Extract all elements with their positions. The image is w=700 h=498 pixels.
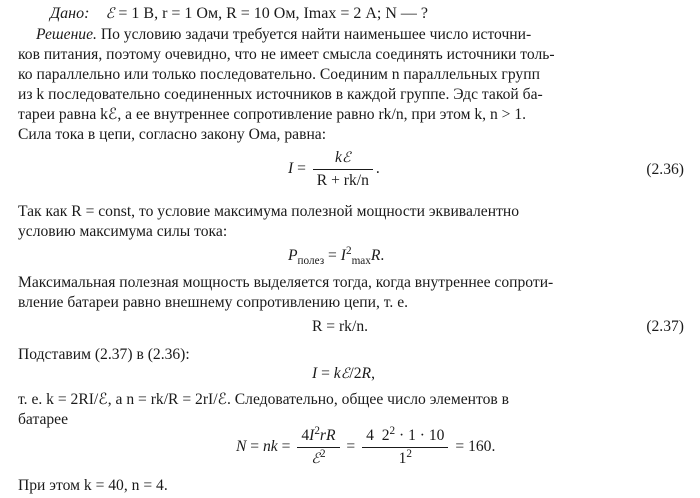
text-line-5: тареи равна kℰ, а ее внутреннее сопротивление равно rk/n, при этом k, n > 1.	[18, 106, 527, 123]
text-line-7: Так как R = const, то условие максимума полезной мощности эквивалентно	[18, 203, 520, 220]
text-line-9: Максимальная полезная мощность выделяется тогда, когда внутреннее сопроти-	[18, 274, 554, 291]
equation-2-37: R = rk/n.	[312, 318, 369, 335]
eqN-frac1-denominator: ℰ$^2$	[311, 447, 326, 467]
given-values: = 1 В, r = 1 Ом, R = 10 Ом, Imax = 2 А; N — ?	[118, 5, 429, 22]
given-line	[50, 4, 684, 24]
emf-symbol: ℰ	[105, 5, 115, 22]
text-line-4: из k последовательно соединенных источников в каждой группе. Эдс такой ба-	[18, 86, 543, 103]
text-line-12: т. е. k = 2RI/ℰ, а n = rk/R = 2rI/ℰ. Следовательно, общее число элементов в	[18, 391, 509, 408]
eqN-frac2-denominator: $1^2$	[398, 447, 412, 467]
text-line-14: При этом k = 40, n = 4.	[18, 477, 168, 494]
solution-label: Решение.	[36, 26, 97, 43]
text-line-11: Подставим (2.37) в (2.36):	[18, 346, 190, 363]
text-line-10: вление батареи равно внешнему сопротивлению цепи, т. е.	[18, 294, 409, 311]
equation-total: N = nk = $\frac{4I^2rR}{ℰ^2}$ = $\frac{4 2^2 \cdot 1 \cdot 10}{1^2}$ = 160.	[236, 424, 496, 467]
equation-2-36: I = $\frac{\text{kℰ}}{R + rk/n}$ .	[288, 149, 380, 189]
text-line-2: ков питания, поэтому очевидно, что не имеет смысла соединять источники толь-	[18, 46, 555, 63]
eqN-result: 160	[468, 438, 492, 456]
eqN-frac2-numerator: 4 $2^2 \cdot 1 \cdot 10$	[362, 427, 448, 448]
text-line-6: Сила тока в цепи, согласно закону Ома, равна:	[18, 126, 327, 143]
eq-number-2-37: (2.37)	[646, 318, 684, 335]
equation-power: $P_{полез} = I^2_{max}R$.	[288, 244, 385, 268]
given-label: Дано:	[50, 5, 90, 22]
equation-current: I = kℰ/2R,	[312, 365, 375, 382]
text-line-1: Решение. По условию задачи требуется найти наименьшее число источни-	[36, 26, 532, 43]
text-line-8: условию максимума силы тока:	[18, 223, 228, 240]
text-line-3: ко параллельно или только последовательно. Соединим n параллельных групп	[18, 66, 540, 83]
eq-number-2-36: (2.36)	[646, 161, 684, 178]
eqN-frac1-numerator: $4I^2rR$	[297, 427, 339, 448]
eq236-denominator: R + rk/n	[316, 172, 369, 189]
eq236-numerator: kℰ	[313, 149, 373, 170]
text-line-13: батарее	[18, 411, 69, 428]
